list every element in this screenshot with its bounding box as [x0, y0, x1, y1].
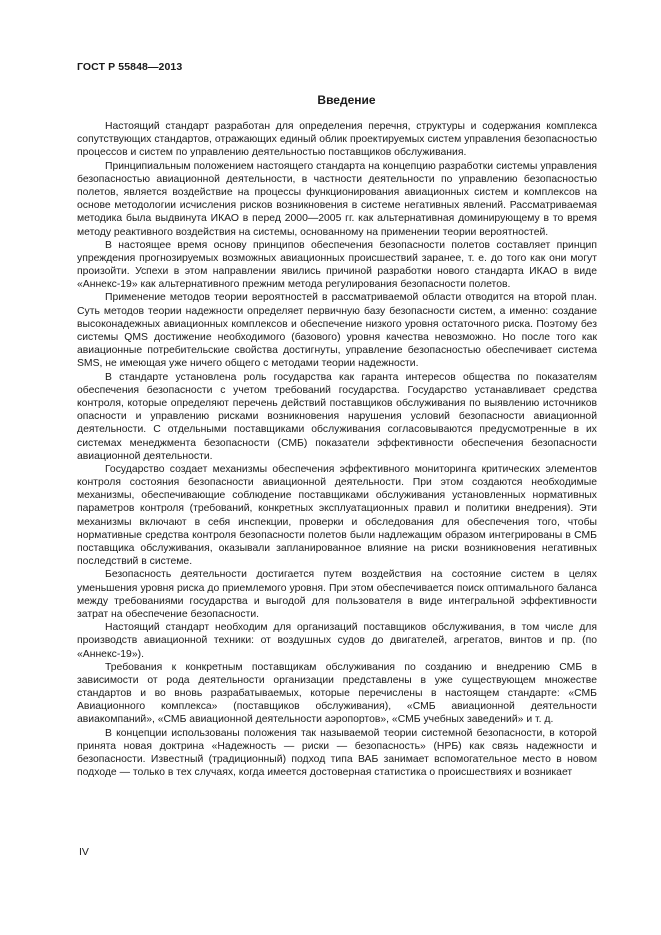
paragraph: Настоящий стандарт разработан для определения перечня, структуры и содержания комплекса сопутствующих стандартов, отражающих единый облик проектируемых систем управления безопасностью процессов и систем по управлению деятельностью поставщиков обслуживания.	[77, 121, 597, 159]
paragraph: Настоящий стандарт необходим для организаций поставщиков обслуживания, в том числе для производств авиационной техники: от воздушных судов до двигателей, агрегатов, винтов и пр. (по «Аннекс-19»).	[77, 622, 597, 660]
document-code: ГОСТ Р 55848—2013	[77, 61, 183, 73]
page-number: IV	[79, 846, 89, 858]
body-text	[77, 120, 597, 779]
paragraph: Применение методов теории вероятностей в рассматриваемой области отводится на второй план. Суть методов теории надежности определяет первичную базу безопасности систем, а именно: создание высоконадежных авиационных комплексов и обеспечение низкого уровня остаточного риска. Поэтому без системы QMS достижение необходимого (базового) уровня качества невозможно. Но после того как авиационные потребительские свойства достигнуты, управление безопасностью обеспечивает система SMS, не имеющая уже ничего общего с методами теории надежности.	[77, 292, 597, 370]
section-title: Введение	[317, 93, 376, 107]
paragraph: В стандарте установлена роль государства как гаранта интересов общества по показателям обеспечения безопасности с учетом требований государства. Государство устанавливает средства контроля, которые определяют перечень действий поставщиков обслуживания по выявлению источников опасности и управлению рисками возникновения нарушения условий безопасности авиационной деятельности. С отдельными поставщиками обслуживания согласовываются предусмотренные в их системах менеджмента безопасности (СМБ) показатели эффективности обеспечения безопасности авиационной деятельности.	[77, 371, 597, 462]
paragraph: Принципиальным положением настоящего стандарта на концепцию разработки системы управления безопасностью авиационной деятельности, в частности деятельности по управлению безопасностью полетов, является воздействие на процессы функционирования авиационных систем и комплексов на основе методологии исчисления рисков возникновения в системе негативных явлений. Рассматриваемая методика была выдвинута ИКАО в перед 2000—2005 гг. как альтернативная доминирующему в то время методу реактивного воздействия на системы, основанному на применении теории вероятностей.	[77, 160, 597, 238]
paragraph: Государство создает механизмы обеспечения эффективного мониторинга критических элементов контроля состояния безопасности авиационной деятельности. При этом создаются необходимые механизмы, обеспечивающие соблюдение поставщиками обслуживания установленных нормативных параметров контроля (требований, конкретных эксплуатационных правил и политики внедрения). Эти механизмы включают в себя инспекции, проверки и обследования для обеспечения того, чтобы нормативные средства контроля безопасности полетов были надлежащим образом интегрированы в СМБ поставщика обслуживания, оказывали запланированное влияние на риски возникновения негативных последствий в системе.	[77, 463, 597, 568]
paragraph: Безопасность деятельности достигается путем воздействия на состояние систем в целях уменьшения уровня риска до приемлемого уровня. При этом обеспечивается поиск оптимального баланса между требованиями государства и выгодой для пользователя в виде интегральной эффективности затрат на обеспечение безопасности.	[77, 569, 597, 620]
paragraph: Требования к конкретным поставщикам обслуживания по созданию и внедрению СМБ в зависимости от рода деятельности организации представлены в уже существующем множестве стандартов и во вновь разрабатываемых, которые перечислены в настоящем стандарте: «СМБ Авиационного комплекса» (поставщиков обслуживания), «СМБ авиационной деятельности авиакомпаний», «СМБ авиационной деятельности аэропортов», «СМБ учебных заведений» и т. д.	[77, 661, 597, 726]
paragraph: В концепции использованы положения так называемой теории системной безопасности, в которой принята новая доктрина «Надежность — риски — безопасность» (НРБ) как связь надежности и безопасности. Известный (традиционный) подход типа ВАБ занимает вспомогательное место в новом подходе — только в тех случаях, когда имеется достоверная статистика о происшествиях и возникает	[77, 727, 597, 779]
paragraph: В настоящее время основу принципов обеспечения безопасности полетов составляет принцип упреждения прогнозируемых возможных авиационных происшествий заранее, т. е. до того как они могут произойти. Успехи в этом направлении явились причиной разработки нового стандарта ИКАО в виде «Аннекс-19» как альтернативного прежним метода регулирования безопасности полетов.	[77, 239, 597, 291]
